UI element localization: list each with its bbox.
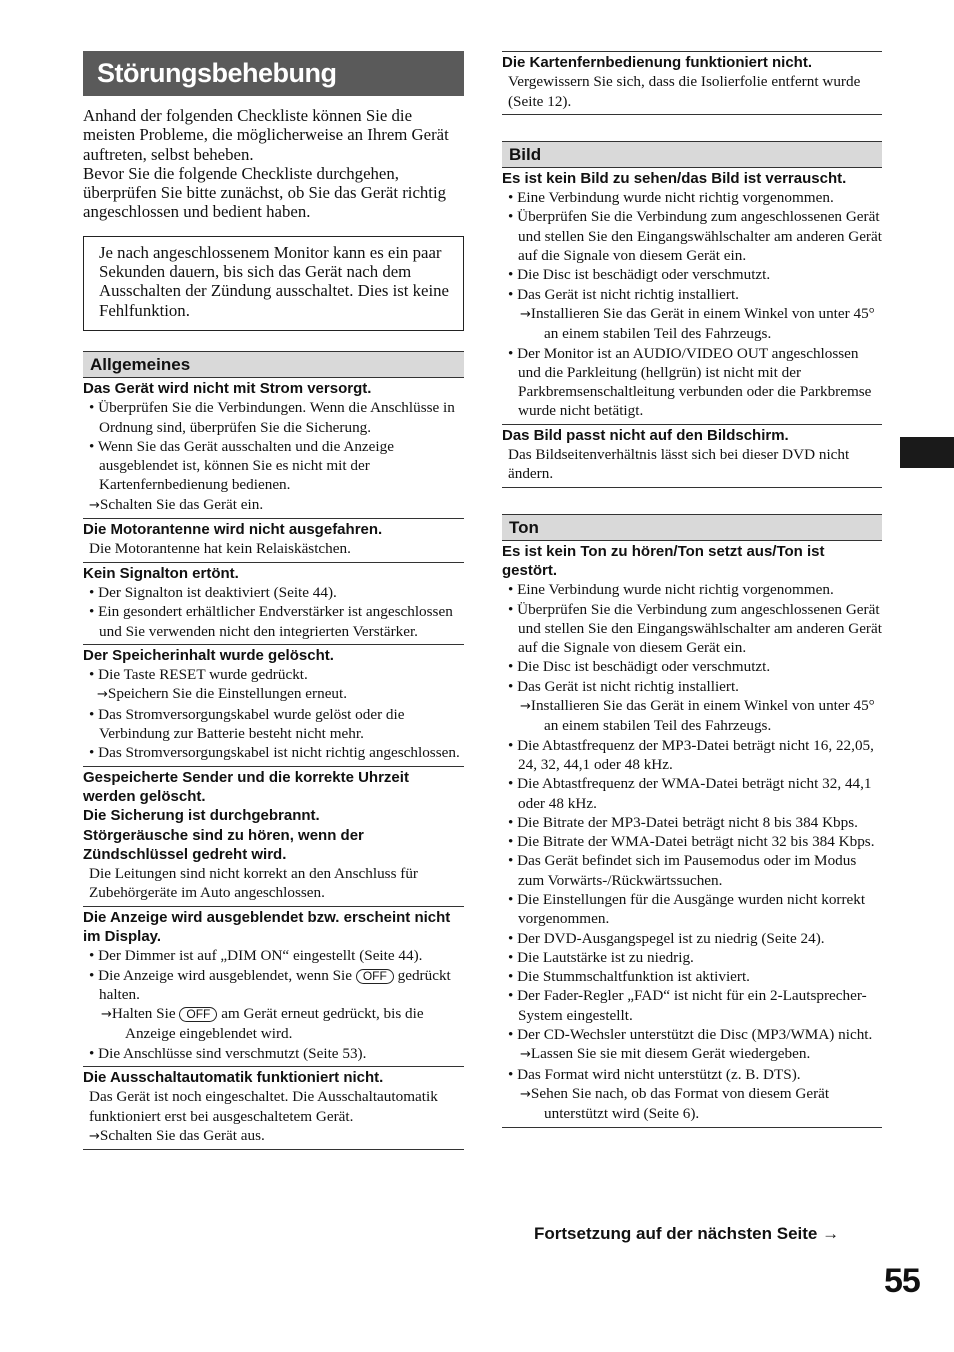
bullet: • Die Abtastfrequenz der MP3-Datei beträgt nicht 16, 22,05, 24, 32, 44,1 oder 48 kHz. bbox=[502, 736, 882, 775]
intro-text bbox=[83, 106, 464, 222]
bullet: • Ein gesondert erhältlicher Endverstärker ist angeschlossen und Sie verwenden nicht den integrierten Verstärker. bbox=[83, 602, 464, 641]
bullet: • Das Stromversorgungskabel wurde gelöst oder die Verbindung zur Batterie besteht nicht mehr. bbox=[83, 705, 464, 744]
problem-title: Die Kartenfernbedienung funktioniert nicht. bbox=[502, 54, 813, 71]
bullet: • Die Disc ist beschädigt oder verschmutzt. bbox=[502, 657, 882, 676]
arrow-icon: → bbox=[89, 1128, 100, 1144]
bullet: • Der Monitor ist an AUDIO/VIDEO OUT angeschlossen und die Parkleitung (hellgrün) ist nicht mit der Parkbremsenschaltleitung verbunden oder die Parkbremse wurde nicht betätigt. bbox=[502, 344, 882, 421]
problem-title: Die Ausschaltautomatik funktioniert nicht. bbox=[83, 1069, 384, 1087]
bullet: • Das Gerät befindet sich im Pausemodus oder im Modus zum Vorwärts-/Rückwärtssuchen. bbox=[502, 851, 882, 890]
bullet: • Wenn Sie das Gerät ausschalten und die Anzeige ausgeblendet ist, können Sie es nicht mit der Kartenfernbedienung bedienen. bbox=[83, 437, 464, 495]
bullet: • Das Stromversorgungskabel ist nicht richtig angeschlossen. bbox=[83, 743, 464, 762]
remedy bbox=[502, 304, 882, 344]
trouble-item-stations bbox=[83, 767, 464, 907]
intro-paragraph: Bevor Sie die folgende Checkliste durchgehen, überprüfen Sie bitte zunächst, ob Sie das Gerät richtig angeschlossen und bedient haben. bbox=[83, 163, 447, 222]
problem-title: Störgeräusche sind zu hören, wenn der Zündschlüssel gedreht wird. bbox=[83, 826, 364, 863]
trouble-item-picture-fit bbox=[502, 425, 882, 488]
bullet: • Überprüfen Sie die Verbindung zum angeschlossenen Gerät und stellen Sie den Eingangswählschalter am anderen Gerät auf die Signale von diesem Gerät ein. bbox=[502, 600, 882, 658]
problem-title: Der Speicherinhalt wurde gelöscht. bbox=[83, 646, 334, 664]
bullet: • Das Gerät ist nicht richtig installiert. bbox=[502, 677, 882, 696]
note-box: Je nach angeschlossenem Monitor kann es ein paar Sekunden dauern, bis sich das Gerät nach dem Ausschalten der Zündung ausschaltet. Dies ist keine Fehlfunktion. bbox=[83, 236, 464, 331]
trouble-item-beep bbox=[83, 563, 464, 645]
chapter-tab-marker bbox=[900, 437, 954, 468]
problem-title: Gespeicherte Sender und die korrekte Uhrzeit werden gelöscht. bbox=[83, 768, 409, 805]
section-heading-sound: Ton bbox=[502, 514, 882, 541]
answer-text: Die Motorantenne hat kein Relaiskästchen. bbox=[89, 540, 351, 558]
trouble-item-antenna bbox=[83, 519, 464, 563]
remedy-text: Halten Sie bbox=[111, 1005, 176, 1023]
off-key-icon: OFF bbox=[356, 969, 394, 984]
problem-title: Es ist kein Ton zu hören/Ton setzt aus/Ton ist gestört. bbox=[502, 542, 825, 579]
remedy bbox=[83, 684, 464, 704]
bullet: • Die Disc ist beschädigt oder verschmutzt. bbox=[502, 265, 882, 284]
bullet: • Der CD-Wechsler unterstützt die Disc (MP3/WMA) nicht. bbox=[502, 1025, 882, 1044]
arrow-icon: → bbox=[520, 1086, 531, 1102]
problem-title: Das Bild passt nicht auf den Bildschirm. bbox=[502, 426, 789, 444]
remedy-text: Schalten Sie das Gerät ein. bbox=[99, 495, 264, 513]
bullet-text: Die Anzeige wird ausgeblendet, wenn Sie bbox=[98, 966, 353, 984]
bullet: • Eine Verbindung wurde nicht richtig vorgenommen. bbox=[502, 580, 882, 599]
continued-note: Fortsetzung auf der nächsten Seite → bbox=[534, 1224, 840, 1243]
arrow-icon: → bbox=[89, 497, 100, 513]
remedy-text: Lassen Sie sie mit diesem Gerät wiedergeben. bbox=[530, 1045, 811, 1063]
problem-title: Die Sicherung ist durchgebrannt. bbox=[83, 807, 320, 825]
left-column bbox=[83, 51, 464, 1150]
remedy-text: am Gerät erneut gedrückt, bis die Anzeige eingeblendet wird. bbox=[125, 1005, 424, 1043]
bullet: • Die Stummschaltfunktion ist aktiviert. bbox=[502, 967, 882, 986]
bullet-text: gedrückt halten. bbox=[99, 966, 451, 1003]
remedy-text: Schalten Sie das Gerät aus. bbox=[99, 1126, 265, 1144]
bullet: • Die Bitrate der WMA-Datei beträgt nicht 32 bis 384 Kbps. bbox=[502, 832, 882, 851]
answer-text: Vergewissern Sie sich, dass die Isolierfolie entfernt wurde (Seite 12). bbox=[508, 73, 861, 110]
trouble-item-no-picture bbox=[502, 168, 882, 425]
arrow-icon: → bbox=[520, 306, 531, 322]
trouble-item-auto-off bbox=[83, 1067, 464, 1150]
section-heading-general: Allgemeines bbox=[83, 351, 464, 378]
bullet: • Der DVD-Ausgangspegel ist zu niedrig (Seite 24). bbox=[502, 929, 882, 948]
page-title: Störungsbehebung bbox=[83, 51, 464, 96]
arrow-icon: → bbox=[520, 1047, 531, 1063]
arrow-icon: → bbox=[520, 699, 531, 715]
bullet: • Die Bitrate der MP3-Datei beträgt nicht 8 bis 384 Kbps. bbox=[502, 813, 882, 832]
problem-title: Es ist kein Bild zu sehen/das Bild ist verrauscht. bbox=[502, 169, 847, 187]
problem-title: Kein Signalton ertönt. bbox=[83, 564, 239, 582]
trouble-item-no-sound bbox=[502, 541, 882, 1128]
bullet: • Die Abtastfrequenz der WMA-Datei beträgt nicht 32, 44,1 oder 48 kHz. bbox=[502, 774, 882, 813]
answer-text: Das Bildseitenverhältnis lässt sich bei dieser DVD nicht ändern. bbox=[508, 446, 850, 483]
bullet: • Das Gerät ist nicht richtig installiert. bbox=[502, 285, 882, 304]
answer-text: Die Leitungen sind nicht korrekt an den Anschluss für Zubehörgeräte im Auto angeschlossen. bbox=[89, 865, 418, 902]
bullet bbox=[83, 966, 464, 1005]
remedy bbox=[83, 495, 464, 515]
arrow-icon: → bbox=[97, 687, 108, 703]
problem-title: Die Motorantenne wird nicht ausgefahren. bbox=[83, 521, 383, 539]
bullet: • Die Einstellungen für die Ausgänge wurden nicht korrekt vorgenommen. bbox=[502, 890, 882, 929]
remedy-text: Speichern Sie die Einstellungen erneut. bbox=[107, 685, 348, 703]
remedy bbox=[502, 696, 882, 736]
problem-title: Die Anzeige wird ausgeblendet bzw. erscheint nicht im Display. bbox=[83, 908, 451, 945]
remedy bbox=[502, 1084, 882, 1124]
remedy bbox=[83, 1126, 464, 1146]
answer-text: Das Gerät ist noch eingeschaltet. Die Ausschaltautomatik funktioniert erst bei ausgeschaltetem Gerät. bbox=[89, 1088, 438, 1125]
bullet: • Der Dimmer ist auf „DIM ON“ eingestellt (Seite 44). bbox=[83, 946, 464, 965]
bullet: • Überprüfen Sie die Verbindungen. Wenn die Anschlüsse in Ordnung sind, überprüfen Sie die Sicherung. bbox=[83, 398, 464, 437]
trouble-item-no-power bbox=[83, 378, 464, 519]
trouble-item-remote bbox=[502, 51, 882, 115]
section-heading-picture: Bild bbox=[502, 141, 882, 168]
remedy-text: Sehen Sie nach, ob das Format von diesem Gerät unterstützt wird (Seite 6). bbox=[530, 1084, 830, 1123]
bullet: • Überprüfen Sie die Verbindung zum angeschlossenen Gerät und stellen Sie den Eingangswählschalter am anderen Gerät auf die Signale von diesem Gerät ein. bbox=[502, 207, 882, 265]
bullet: • Die Lautstärke ist zu niedrig. bbox=[502, 948, 882, 967]
off-key-icon: OFF bbox=[179, 1007, 217, 1022]
remedy-text: Installieren Sie das Gerät in einem Winkel von unter 45° an einem stabilen Teil des Fahrzeugs. bbox=[530, 304, 875, 343]
arrow-icon: → bbox=[101, 1007, 112, 1023]
bullet: • Eine Verbindung wurde nicht richtig vorgenommen. bbox=[502, 188, 882, 207]
trouble-item-display bbox=[83, 907, 464, 1067]
page-number: 55 bbox=[884, 1262, 920, 1300]
trouble-item-memory bbox=[83, 645, 464, 767]
right-column bbox=[502, 51, 882, 1128]
problem-title: Das Gerät wird nicht mit Strom versorgt. bbox=[83, 379, 372, 397]
remedy bbox=[83, 1004, 464, 1044]
bullet: • Der Fader-Regler „FAD“ ist nicht für ein 2-Lautsprecher-System eingestellt. bbox=[502, 986, 882, 1025]
bullet: • Die Anschlüsse sind verschmutzt (Seite 53). bbox=[83, 1044, 464, 1063]
remedy-text: Installieren Sie das Gerät in einem Winkel von unter 45° an einem stabilen Teil des Fahrzeugs. bbox=[530, 697, 875, 735]
bullet: • Die Taste RESET wurde gedrückt. bbox=[83, 665, 464, 684]
intro-paragraph: Anhand der folgenden Checkliste können Sie die meisten Probleme, die möglicherweise an Ihrem Gerät auftreten, selbst beheben. bbox=[83, 106, 449, 164]
bullet: • Das Format wird nicht unterstützt (z. B. DTS). bbox=[502, 1065, 882, 1084]
bullet: • Der Signalton ist deaktiviert (Seite 44). bbox=[83, 583, 464, 602]
remedy bbox=[502, 1044, 882, 1064]
